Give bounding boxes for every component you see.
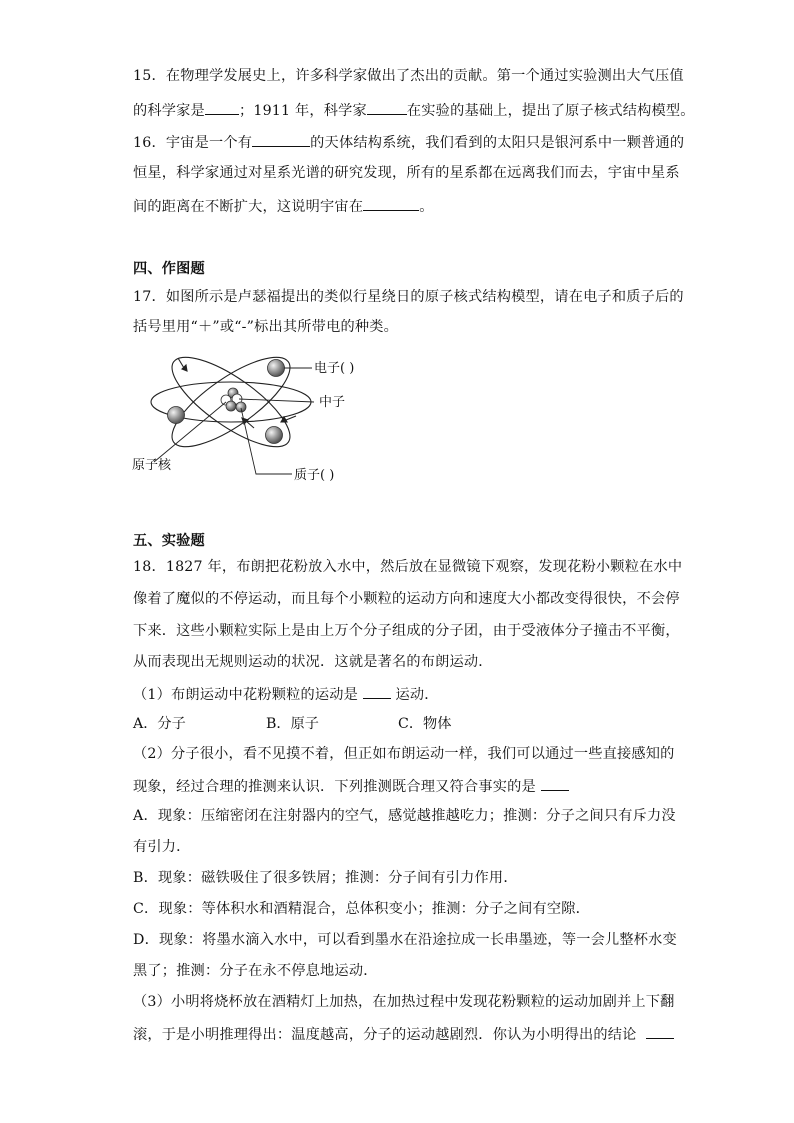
q18-sub2-option-a[interactable]: A．现象：压缩密闭在注射器内的空气，感觉越推越吃力；推测：分子之间只有斥力没: [133, 808, 676, 824]
q16-blank-2[interactable]: [363, 195, 419, 211]
q18-sub3-text: 滚，于是小明推理得出：温度越高，分子的运动越剧烈．你认为小明得出的结论: [133, 1027, 637, 1043]
direction-arrow-1: [178, 358, 184, 368]
leader-nucleus: [154, 402, 226, 462]
q16-text-b: 的天体结构系统，我们看到的太阳只是银河系中一颗普通的: [310, 135, 685, 151]
q15-line2: [133, 99, 695, 121]
q15-line1: 15．在物理学发展史上，许多科学家做出了杰出的贡献。第一个通过实验测出大气压值: [133, 68, 684, 84]
q17-line1: 17．如图所示是卢瑟福提出的类似行星绕日的原子核式结构模型，请在电子和质子后的: [133, 289, 684, 305]
nucleus-label: 原子核: [132, 458, 172, 473]
q18-sub2-option-b[interactable]: B．现象：磁铁吸住了很多铁屑；推测：分子间有引力作用．: [133, 870, 518, 886]
electron-left: [168, 407, 185, 424]
electron-bottom-right: [266, 427, 283, 444]
q18-intro-line-2: 像着了魔似的不停运动，而且每个小颗粒的运动方向和速度大小都改变得很快，不会停: [133, 591, 680, 607]
leader-neutron: [239, 399, 314, 402]
q18-sub1-text-a: （1）布朗运动中花粉颗粒的运动是: [133, 687, 359, 703]
q16-line1: [133, 131, 684, 153]
q18-sub2-option-a-cont: 有引力．: [133, 839, 191, 855]
q18-sub1-text-b: 运动．: [395, 687, 439, 703]
q18-intro-line-4: 从而表现出无规则运动的状况．这就是著名的布朗运动．: [133, 654, 493, 670]
nucleon: [226, 401, 236, 411]
q18-sub2-text: 现象，经过合理的推测来认识．下列推测既合理又符合事实的是: [133, 779, 536, 795]
q16-blank-1[interactable]: [252, 131, 310, 147]
electron-top-right: [268, 360, 285, 377]
q18-sub2-line-2: [133, 775, 569, 797]
section4-title: 四、作图题: [133, 261, 205, 277]
q18-sub1-option-c[interactable]: C．物体: [398, 716, 452, 732]
q16-line2: 恒星，科学家通过对星系光谱的研究发现，所有的星系都在远离我们而去，宇宙中星系: [133, 165, 680, 181]
q16-text-c: 间的距离在不断扩大，这说明宇宙在: [133, 199, 364, 215]
q18-sub2-option-d[interactable]: D．现象：将墨水滴入水中，可以看到墨水在沿途拉成一长串墨迹，等一会儿整杯水变: [133, 932, 677, 948]
q16-text-a: 16．宇宙是一个有: [133, 135, 253, 151]
neutron-label: 中子: [319, 395, 346, 410]
electron-label: 电子( ): [314, 361, 355, 376]
q16-text-d: 。: [419, 199, 434, 215]
q18-sub2-line-1: （2）分子很小，看不见摸不着，但正如布朗运动一样，我们可以通过一些直接感知的: [133, 746, 675, 762]
q15-blank-1[interactable]: [205, 99, 239, 115]
q18-sub3-line-2: [133, 1023, 674, 1045]
q18-sub1: [133, 683, 439, 705]
q18-sub2-blank[interactable]: [541, 775, 569, 791]
q18-intro-line-1: 18．1827 年，布朗把花粉放入水中，然后放在显微镜下观察，发现花粉小颗粒在水中: [133, 559, 683, 575]
q15-text-c: 在实验的基础上，提出了原子核式结构模型。: [406, 103, 695, 119]
atom-model-diagram: [126, 338, 386, 488]
proton-label: 质子( ): [294, 468, 335, 483]
section5-title: 五、实验题: [133, 533, 205, 549]
q18-sub3-blank[interactable]: [646, 1023, 674, 1039]
q15-text-a: 的科学家是: [133, 103, 205, 119]
q18-sub2-option-c[interactable]: C．现象：等体积水和酒精混合，总体积变小；推测：分子之间有空隙．: [133, 901, 591, 917]
q17-line2: 括号里用“＋”或“-”标出其所带电的种类。: [133, 319, 399, 335]
q15-text-b: ；1911 年，科学家: [238, 103, 367, 119]
q18-sub3-line-1: （3）小明将烧杯放在酒精灯上加热，在加热过程中发现花粉颗粒的运动加剧并上下翻: [133, 994, 675, 1010]
q18-sub2-option-d-cont: 黑了；推测：分子在永不停息地运动．: [133, 963, 378, 979]
q18-sub1-option-a[interactable]: A．分子: [133, 716, 186, 732]
nucleon: [236, 402, 246, 412]
q18-sub1-option-b[interactable]: B．原子: [266, 716, 319, 732]
q16-line3: [133, 195, 434, 217]
q18-intro-line-3: 下来．这些小颗粒实际上是由上万个分子组成的分子团，由于受液体分子撞击不平衡，: [133, 623, 680, 639]
direction-arrow-2: [246, 421, 254, 428]
q15-blank-2[interactable]: [367, 99, 407, 115]
nucleus: [221, 388, 246, 412]
q18-sub1-blank[interactable]: [363, 683, 391, 699]
